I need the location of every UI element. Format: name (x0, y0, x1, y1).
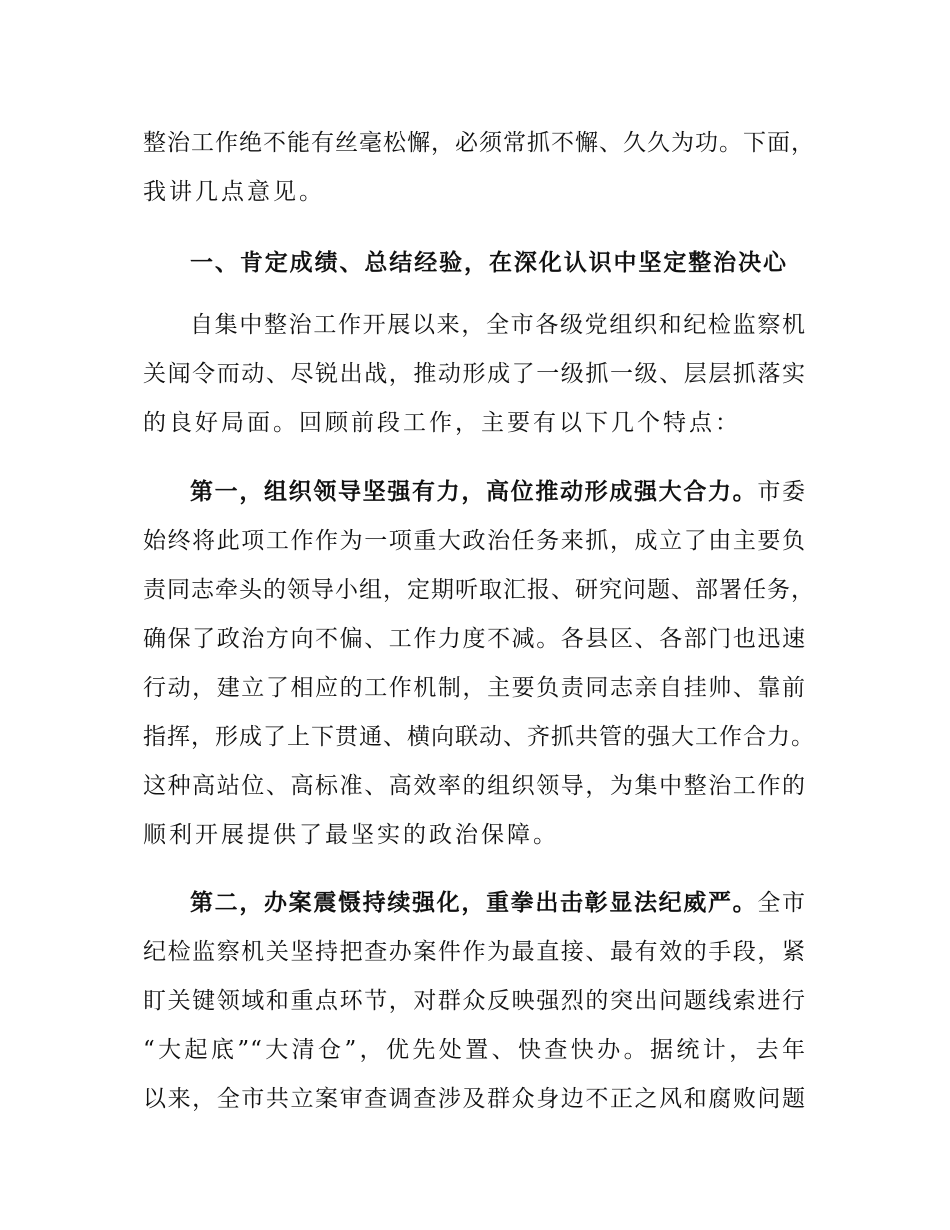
text-span: 全市 (757, 890, 807, 916)
text-line: 的良好局面。回顾前段工作，主要有以下几个特点： (143, 410, 741, 436)
text-line: 盯关键领域和重点环节，对群众反映强烈的突出问题线索进行 (143, 988, 806, 1014)
text-line: 确保了政治方向不偏、工作力度不减。各县区、各部门也迅速 (143, 626, 806, 652)
text-line: 以来，全市共立案审查调查涉及群众身边不正之风和腐败问题 (143, 1086, 806, 1112)
text-line: 整治工作绝不能有丝毫松懈，必须常抓不懈、久久为功。下面， (143, 130, 815, 156)
text-line (190, 477, 806, 507)
text-line: 这种高站位、高标准、高效率的组织领导，为集中整治工作的 (143, 773, 806, 799)
text-line: 责同志牵头的领导小组，定期听取汇报、研究问题、部署任务， (143, 577, 815, 603)
text-line: 顺利开展提供了最坚实的政治保障。 (143, 822, 559, 848)
bold-lead: 第一，组织领导坚强有力，高位推动形成强大合力。 (190, 479, 758, 505)
text-line: 关闻令而动、尽锐出战，推动形成了一级抓一级、层层抓落实 (143, 361, 806, 387)
text-line: 纪检监察机关坚持把查办案件作为最直接、最有效的手段，紧 (143, 939, 806, 965)
text-line: 自集中整治工作开展以来，全市各级党组织和纪检监察机 (190, 312, 806, 338)
text-line (190, 888, 806, 918)
text-line: 我讲几点意见。 (143, 179, 325, 205)
text-span: 市委 (757, 479, 807, 505)
text-line: 指挥，形成了上下贯通、横向联动、齐抓共管的强大工作合力。 (143, 724, 815, 750)
section-heading: 一、肯定成绩、总结经验，在深化认识中坚定整治决心 (190, 250, 787, 276)
text-line: 行动，建立了相应的工作机制，主要负责同志亲自挂帅、靠前 (143, 675, 806, 701)
bold-lead: 第二，办案震慑持续强化，重拳出击彰显法纪威严。 (190, 890, 758, 916)
text-line: “大起底”“大清仓”，优先处置、快查快办。据统计，去年 (143, 1037, 806, 1063)
text-line: 始终将此项工作作为一项重大政治任务来抓，成立了由主要负 (143, 528, 806, 554)
